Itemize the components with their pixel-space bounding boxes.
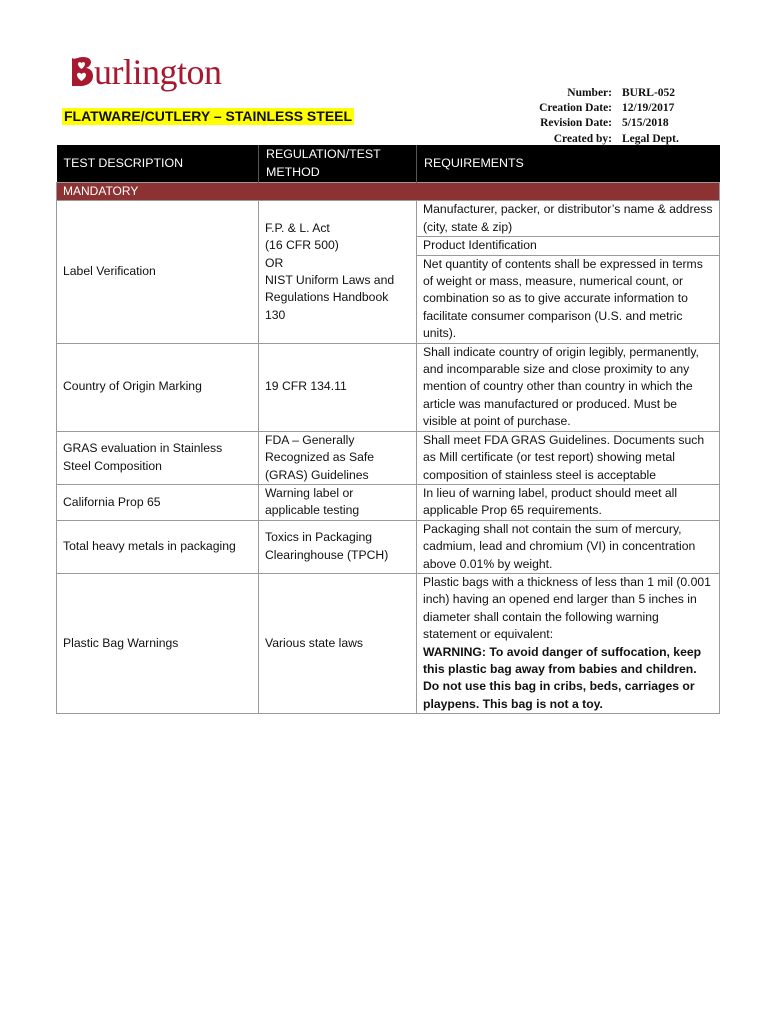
test-description: California Prop 65 bbox=[57, 484, 259, 520]
requirements-cell bbox=[417, 201, 720, 343]
requirement: Net quantity of contents shall be expressed in terms of weight or mass, measure, numerical count, or combination so as to give accurate information to facilitate consumer comparison (U.S. and metric units). bbox=[417, 255, 719, 343]
regulation-method: Warning label or applicable testing bbox=[259, 484, 417, 520]
requirement: Plastic bags with a thickness of less than 1 mil (0.001 inch) having an opened end larger than 5 inches in diameter shall contain the following warning statement or equivalent: bbox=[423, 574, 711, 642]
header-requirements: REQUIREMENTS bbox=[417, 145, 720, 183]
regulation-method: FDA – Generally Recognized as Safe (GRAS) Guidelines bbox=[259, 431, 417, 484]
requirements-cell: Shall meet FDA GRAS Guidelines. Documents such as Mill certificate (or test report) showing metal composition of stainless steel is acceptable bbox=[417, 431, 720, 484]
test-description: Country of Origin Marking bbox=[57, 343, 259, 431]
requirements-table bbox=[56, 145, 720, 714]
requirements-cell bbox=[417, 573, 720, 713]
document-title: FLATWARE/CUTLERY – STAINLESS STEEL bbox=[64, 108, 353, 124]
table-header-row bbox=[57, 145, 720, 183]
method-line: F.P. & L. Act bbox=[265, 220, 330, 235]
heart-b-icon bbox=[66, 54, 96, 90]
test-description: Label Verification bbox=[57, 201, 259, 343]
requirement: Manufacturer, packer, or distributor’s name & address (city, state & zip) bbox=[423, 202, 713, 234]
regulation-method: 19 CFR 134.11 bbox=[259, 343, 417, 431]
meta-value: 5/15/2018 bbox=[622, 117, 669, 130]
requirements-cell: Packaging shall not contain the sum of mercury, cadmium, lead and chromium (VI) in concentration above 0.01% by weight. bbox=[417, 520, 720, 573]
table-row bbox=[57, 201, 720, 343]
requirements-cell: Shall indicate country of origin legibly, permanently, and incomparable size and close proximity to any mention of country other than country in which the article was manufactured or produced. Must be visible at point of purchase. bbox=[417, 343, 720, 431]
section-label: MANDATORY bbox=[57, 183, 720, 201]
table-row bbox=[57, 520, 720, 573]
requirement: Product Identification bbox=[417, 236, 719, 254]
test-description: GRAS evaluation in Stainless Steel Composition bbox=[57, 431, 259, 484]
method-line: NIST Uniform Laws and Regulations Handbook 130 bbox=[265, 273, 395, 322]
section-row-mandatory bbox=[57, 183, 720, 201]
meta-label: Number: bbox=[567, 87, 612, 99]
meta-creation-date bbox=[520, 101, 712, 116]
meta-label: Revision Date: bbox=[540, 117, 612, 130]
brand-wordmark: urlington bbox=[94, 52, 222, 92]
burlington-logo bbox=[66, 44, 222, 90]
table-row bbox=[57, 343, 720, 431]
meta-value: Legal Dept. bbox=[622, 132, 679, 145]
table-row bbox=[57, 484, 720, 520]
meta-value: 12/19/2017 bbox=[622, 102, 675, 115]
header-test-description: TEST DESCRIPTION bbox=[57, 145, 259, 183]
table-row bbox=[57, 431, 720, 484]
regulation-method bbox=[259, 201, 417, 343]
method-line: OR bbox=[265, 255, 284, 270]
regulation-method: Various state laws bbox=[259, 573, 417, 713]
warning-statement: WARNING: To avoid danger of suffocation, keep this plastic bag away from babies and children. Do not use this bag in cribs, beds, carriages or playpens. This bag is not a toy. bbox=[423, 644, 702, 711]
meta-revision-date bbox=[520, 116, 712, 131]
test-description: Plastic Bag Warnings bbox=[57, 573, 259, 713]
test-description: Total heavy metals in packaging bbox=[57, 520, 259, 573]
requirements-cell: In lieu of warning label, product should meet all applicable Prop 65 requirements. bbox=[417, 484, 720, 520]
meta-number bbox=[520, 86, 712, 101]
method-line: (16 CFR 500) bbox=[265, 238, 339, 253]
meta-label: Created by: bbox=[553, 132, 612, 145]
meta-label: Creation Date: bbox=[539, 102, 612, 115]
regulation-method: Toxics in Packaging Clearinghouse (TPCH) bbox=[259, 520, 417, 573]
document-meta bbox=[520, 86, 712, 147]
meta-value: BURL-052 bbox=[622, 87, 676, 99]
header-regulation-method: REGULATION/TEST METHOD bbox=[259, 145, 417, 183]
table-row bbox=[57, 573, 720, 713]
